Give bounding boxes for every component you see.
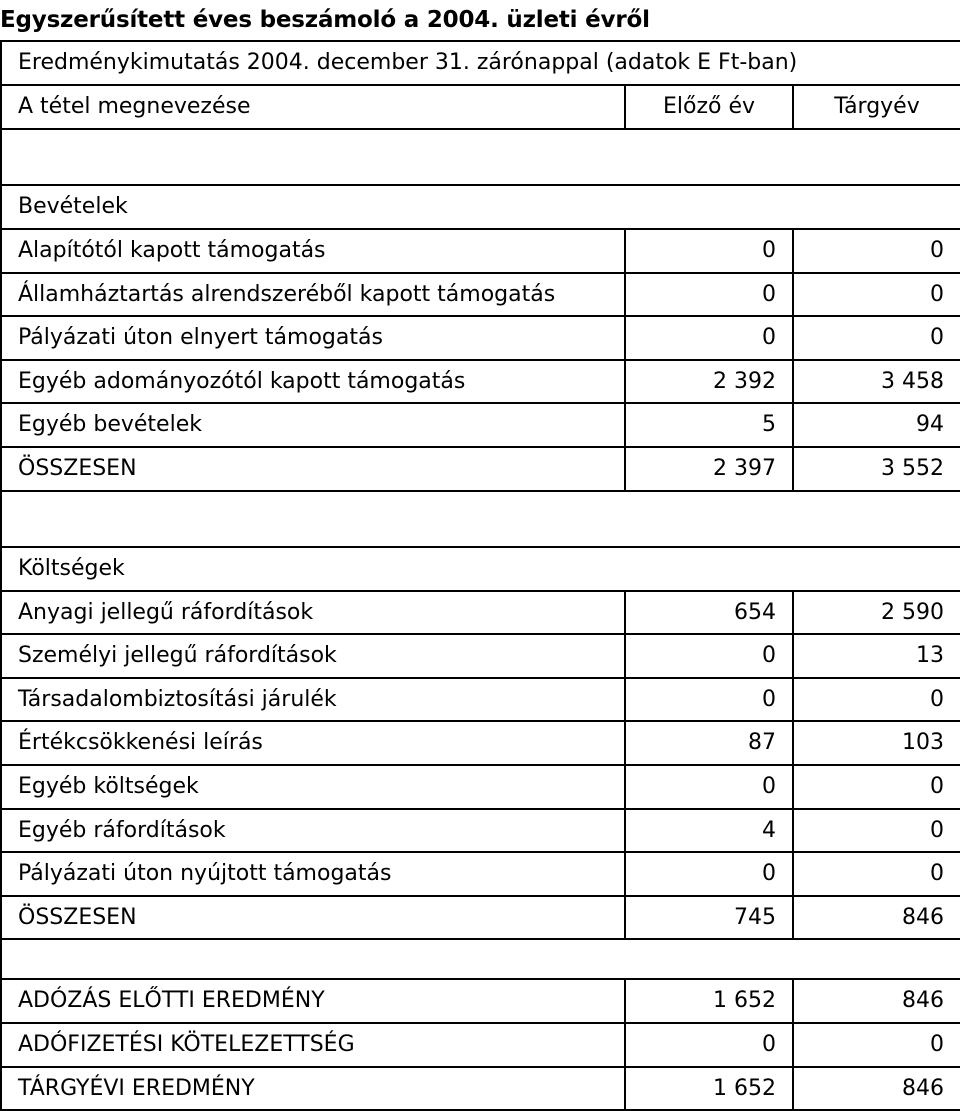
row-label: Államháztartás alrendszeréből kapott támogatás bbox=[1, 273, 625, 317]
row-previous-value: 4 bbox=[625, 809, 793, 853]
row-previous-value: 5 bbox=[625, 403, 793, 447]
row-current-value: 846 bbox=[793, 896, 960, 940]
row-current-value: 2 590 bbox=[793, 591, 960, 635]
row-current-value: 3 458 bbox=[793, 360, 960, 404]
row-label: Anyagi jellegű ráfordítások bbox=[1, 591, 625, 635]
section-heading-costs: Költségek bbox=[1, 547, 960, 591]
total-row bbox=[1, 896, 960, 940]
section-heading-income: Bevételek bbox=[1, 185, 960, 229]
row-label: Egyéb ráfordítások bbox=[1, 809, 625, 853]
row-previous-value: 0 bbox=[625, 229, 793, 273]
row-current-value: 0 bbox=[793, 852, 960, 896]
row-previous-value: 0 bbox=[625, 634, 793, 678]
row-current-value: 0 bbox=[793, 678, 960, 722]
row-label: Egyéb költségek bbox=[1, 765, 625, 809]
row-current-value: 0 bbox=[793, 273, 960, 317]
table-row bbox=[1, 809, 960, 853]
result-row bbox=[1, 979, 960, 1023]
row-label: Alapítótól kapott támogatás bbox=[1, 229, 625, 273]
section-heading-row bbox=[1, 185, 960, 229]
row-current-value: 0 bbox=[793, 1023, 960, 1067]
row-label: Társadalombiztosítási járulék bbox=[1, 678, 625, 722]
total-row bbox=[1, 447, 960, 491]
table-subtitle: Eredménykimutatás 2004. december 31. zárónappal (adatok E Ft-ban) bbox=[1, 41, 960, 85]
row-label: Értékcsökkenési leírás bbox=[1, 721, 625, 765]
row-current-value: 846 bbox=[793, 979, 960, 1023]
column-header-current: Tárgyév bbox=[793, 85, 960, 129]
row-previous-value: 0 bbox=[625, 1023, 793, 1067]
row-label: ÖSSZESEN bbox=[1, 896, 625, 940]
row-current-value: 13 bbox=[793, 634, 960, 678]
table-row bbox=[1, 229, 960, 273]
row-label: ADÓFIZETÉSI KÖTELEZETTSÉG bbox=[1, 1023, 625, 1067]
row-current-value: 0 bbox=[793, 809, 960, 853]
row-label: Pályázati úton nyújtott támogatás bbox=[1, 852, 625, 896]
table-row bbox=[1, 765, 960, 809]
table-row bbox=[1, 403, 960, 447]
table-row bbox=[1, 273, 960, 317]
row-previous-value: 0 bbox=[625, 852, 793, 896]
document-title: Egyszerűsített éves beszámoló a 2004. üzleti évről bbox=[0, 7, 650, 33]
row-previous-value: 0 bbox=[625, 678, 793, 722]
table-row bbox=[1, 634, 960, 678]
row-previous-value: 0 bbox=[625, 316, 793, 360]
row-previous-value: 87 bbox=[625, 721, 793, 765]
row-label: Pályázati úton elnyert támogatás bbox=[1, 316, 625, 360]
row-label: TÁRGYÉVI EREDMÉNY bbox=[1, 1067, 625, 1111]
column-header-previous: Előző év bbox=[625, 85, 793, 129]
row-previous-value: 1 652 bbox=[625, 979, 793, 1023]
column-header-row bbox=[1, 85, 960, 129]
row-current-value: 103 bbox=[793, 721, 960, 765]
spacer-row bbox=[1, 491, 960, 547]
row-previous-value: 0 bbox=[625, 765, 793, 809]
column-header-name: A tétel megnevezése bbox=[1, 85, 625, 129]
row-previous-value: 745 bbox=[625, 896, 793, 940]
table-row bbox=[1, 852, 960, 896]
spacer-row bbox=[1, 129, 960, 185]
table-row bbox=[1, 360, 960, 404]
table-row bbox=[1, 591, 960, 635]
row-current-value: 94 bbox=[793, 403, 960, 447]
row-label: ADÓZÁS ELŐTTI EREDMÉNY bbox=[1, 979, 625, 1023]
income-statement-table bbox=[0, 40, 960, 1111]
result-row bbox=[1, 1067, 960, 1111]
row-current-value: 846 bbox=[793, 1067, 960, 1111]
row-current-value: 0 bbox=[793, 316, 960, 360]
row-previous-value: 2 392 bbox=[625, 360, 793, 404]
spacer-row bbox=[1, 939, 960, 979]
row-previous-value: 2 397 bbox=[625, 447, 793, 491]
row-current-value: 0 bbox=[793, 765, 960, 809]
row-label: Személyi jellegű ráfordítások bbox=[1, 634, 625, 678]
row-previous-value: 654 bbox=[625, 591, 793, 635]
table-row bbox=[1, 678, 960, 722]
row-current-value: 0 bbox=[793, 229, 960, 273]
row-current-value: 3 552 bbox=[793, 447, 960, 491]
section-heading-row bbox=[1, 547, 960, 591]
row-label: Egyéb bevételek bbox=[1, 403, 625, 447]
row-previous-value: 0 bbox=[625, 273, 793, 317]
table-row bbox=[1, 316, 960, 360]
subtitle-row bbox=[1, 41, 960, 85]
row-label: ÖSSZESEN bbox=[1, 447, 625, 491]
table-row bbox=[1, 721, 960, 765]
row-previous-value: 1 652 bbox=[625, 1067, 793, 1111]
row-label: Egyéb adományozótól kapott támogatás bbox=[1, 360, 625, 404]
